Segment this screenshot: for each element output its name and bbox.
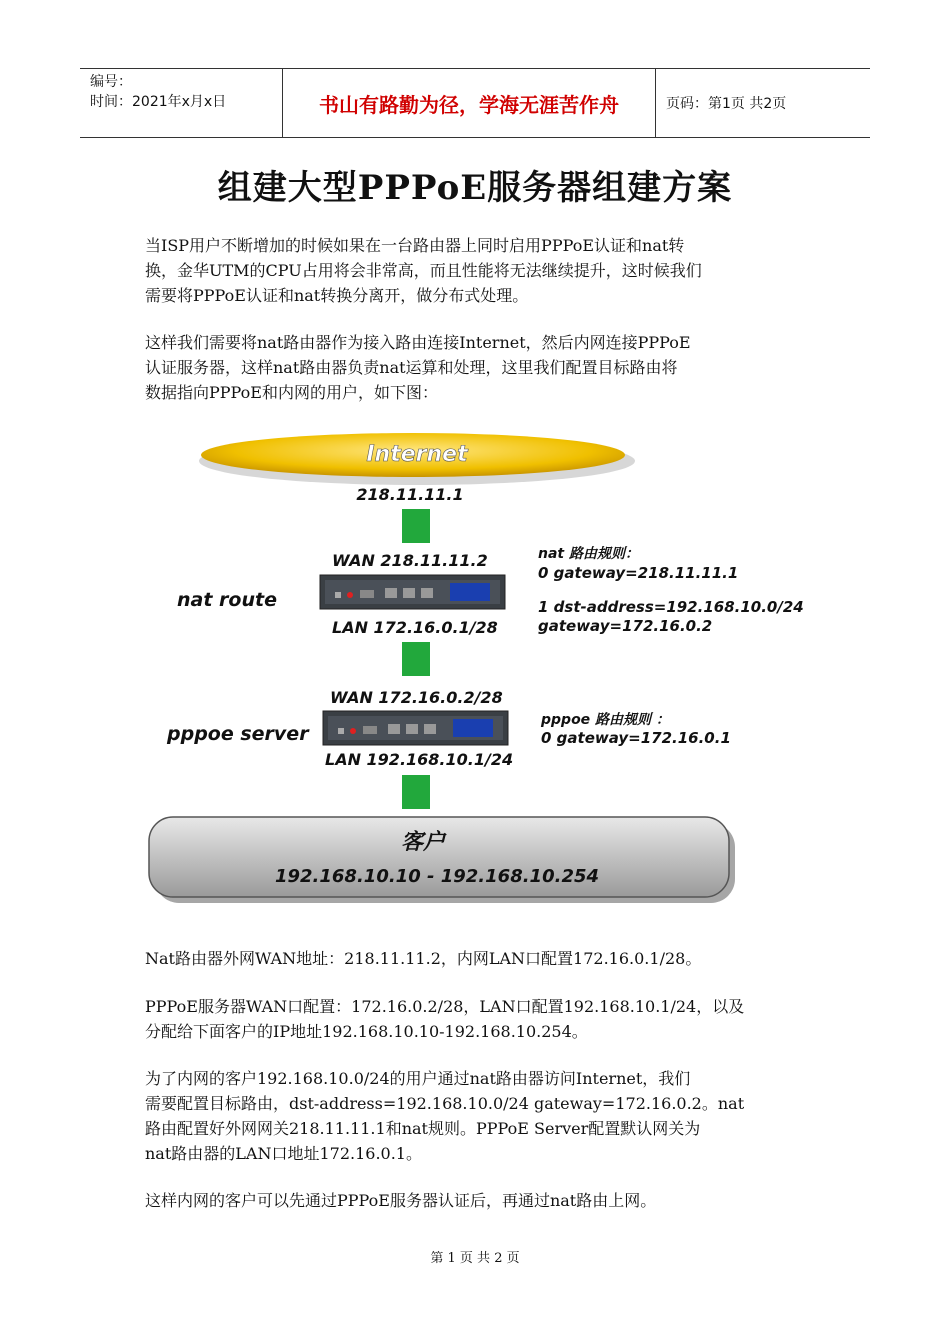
pppoe-rules-title: pppoe 路由规则 ： bbox=[541, 712, 670, 728]
text-line: nat路由器的LAN口地址172.16.0.1。 bbox=[145, 1144, 422, 1163]
text-line: 当ISP用户不断增加的时候如果在一台路由器上同时启用PPPoE认证和nat转 bbox=[145, 236, 685, 255]
text-line: 换，金华UTM的CPU占用将会非常高，而且性能将无法继续提升，这时候我们 bbox=[145, 261, 702, 280]
link-segment bbox=[402, 509, 430, 543]
text-line: 需要配置目标路由，dst-address=192.168.10.0/24 gateway=172.16.0.2。nat bbox=[145, 1094, 745, 1113]
pppoe-lan-label: LAN 192.168.10.1/24 bbox=[325, 750, 514, 769]
pppoe-server-label: pppoe server bbox=[167, 723, 309, 745]
pppoe-rule-0: 0 gateway=172.16.0.1 bbox=[541, 729, 731, 747]
nat-rule-1a: 1 dst-address=192.168.10.0/24 bbox=[538, 598, 804, 616]
text-line: 这样内网的客户可以先通过PPPoE服务器认证后，再通过nat路由上网。 bbox=[145, 1191, 657, 1210]
link-segment bbox=[402, 775, 430, 809]
paragraph-1 bbox=[145, 233, 810, 308]
pppoe-wan-label: WAN 172.16.0.2/28 bbox=[330, 688, 503, 707]
header-table bbox=[80, 68, 870, 138]
text-line: 这样我们需要将nat路由器作为接入路由连接Internet，然后内网连接PPPoE bbox=[145, 333, 691, 352]
text-line: PPPoE服务器WAN口配置：172.16.0.2/28，LAN口配置192.168.10.1/24，以及 bbox=[145, 997, 745, 1016]
header-page-cell bbox=[656, 69, 870, 137]
paragraph-2 bbox=[145, 330, 810, 405]
client-label: 客户 bbox=[400, 830, 446, 855]
nat-rule-1b: gateway=172.16.0.2 bbox=[538, 617, 713, 635]
text-line: 为了内网的客户192.168.10.0/24的用户通过nat路由器访问Internet，我们 bbox=[145, 1069, 691, 1088]
network-diagram bbox=[145, 425, 815, 915]
document-title: 组建大型PPPoE服务器组建方案 bbox=[217, 168, 733, 208]
page-info: 页码：第1页 共2页 bbox=[666, 96, 787, 112]
text-line: Nat路由器外网WAN地址：218.11.11.2，内网LAN口配置172.16.0.1/28。 bbox=[145, 949, 702, 968]
nat-rule-0: 0 gateway=218.11.11.1 bbox=[538, 564, 739, 582]
internet-label: Internet bbox=[366, 442, 468, 467]
internet-ip: 218.11.11.1 bbox=[356, 485, 464, 504]
nat-router-device bbox=[320, 575, 505, 609]
pppoe-server-device bbox=[323, 711, 508, 745]
page-footer: 第 1 页 共 2 页 bbox=[430, 1251, 520, 1266]
link-segment bbox=[402, 642, 430, 676]
text-line: 分配给下面客户的IP地址192.168.10.10-192.168.10.254。 bbox=[145, 1022, 588, 1041]
paragraph-3 bbox=[145, 946, 810, 971]
text-line: 认证服务器，这样nat路由器负责nat运算和处理，这里我们配置目标路由将 bbox=[145, 358, 678, 377]
text-line: 需要将PPPoE认证和nat转换分离开，做分布式处理。 bbox=[145, 286, 529, 305]
motto: 书山有路勤为径，学海无涯苦作舟 bbox=[319, 92, 619, 117]
text-line: 数据指向PPPoE和内网的用户，如下图： bbox=[145, 383, 438, 402]
nat-wan-label: WAN 218.11.11.2 bbox=[332, 551, 488, 570]
paragraph-6 bbox=[145, 1188, 810, 1213]
time-label: 时间：2021年x月x日 bbox=[90, 94, 227, 110]
paragraph-4 bbox=[145, 994, 810, 1044]
header-motto-cell bbox=[282, 69, 656, 137]
nat-lan-label: LAN 172.16.0.1/28 bbox=[332, 618, 498, 637]
client-range: 192.168.10.10 - 192.168.10.254 bbox=[274, 866, 600, 887]
number-label: 编号： bbox=[90, 74, 132, 90]
header-left-cell bbox=[80, 69, 282, 137]
text-line: 路由配置好外网网关218.11.11.1和nat规则。PPPoE Server配置默认网关为 bbox=[145, 1119, 701, 1138]
nat-route-label: nat route bbox=[177, 589, 277, 611]
paragraph-5 bbox=[145, 1066, 810, 1166]
nat-rules-title: nat 路由规则： bbox=[538, 546, 639, 562]
